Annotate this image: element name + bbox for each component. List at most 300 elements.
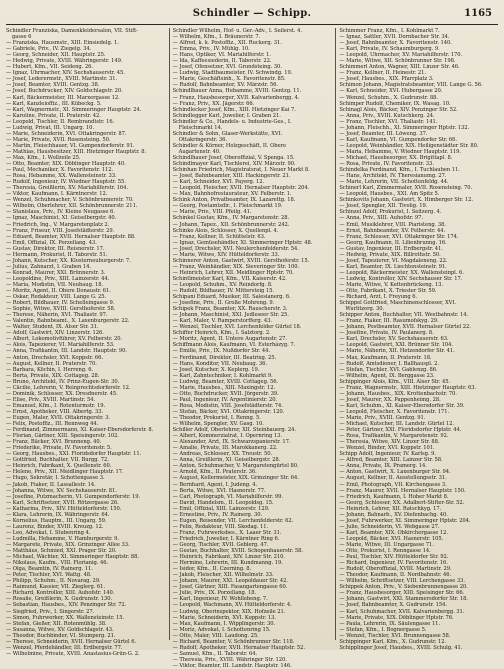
- directory-entry: — Robert, Bildhauer, IV. Schelleingasse 9.: [6, 300, 115, 307]
- directory-entry: — Karl, Maler, V. Ramperstorfferg. 43.: [172, 318, 273, 325]
- directory-entry: — Leopold, Hausbes., XXI. Am Spitz 5.: [339, 191, 440, 198]
- directory-entry: Schindlbauer Anna, Hebamme, XVIII. Gentzg. 11.: [172, 88, 302, 95]
- directory-entry: — Ludwig, Oberinspektor, XIX. Hofzeile 21.: [172, 608, 286, 615]
- directory-entry: — Johann, Maschinist, XXI. Jedleseer Str. 25.: [172, 312, 289, 319]
- directory-entry: Schinkovits Johann, Gastwirt, X. Himberger Str. 12.: [339, 197, 473, 204]
- directory-entry: — Anna, Private, IX. Pramerg. 14.: [339, 463, 427, 470]
- directory-entry: — Franz, Fiaker, III. Rasumofskyg. 29.: [339, 318, 439, 325]
- directory-entry: — Franz, Maurer, XVII. Hernalser Hauptstr. 150.: [339, 487, 466, 494]
- directory-entry: — Rosa, Modistin, VIII. Josefstädterstr. 74.: [172, 402, 283, 409]
- directory-entry: — David, Handelsm., II. Leopoldsg. 15.: [172, 499, 274, 506]
- directory-entry: — Georg, Hausbes., XXI. Floridsdorfer Hauptstr. 11.: [6, 451, 142, 458]
- directory-entry: — Peter, Tischler, XVI. Wattg. 48.: [6, 572, 92, 579]
- directory-entry: Schipper Anton, Buchhalter, VII. Westbahnstr. 14.: [339, 312, 469, 319]
- directory-entry: — Georg, Postamtsdir., I. Fleischmarkt 19.: [172, 203, 283, 210]
- directory-entry: — Paul, Tischler, XIV. Hütteldorfer Str. 92.: [339, 554, 449, 561]
- directory-entry: — Josef, Gärtner, XIII. Fasangartengasse 60.: [172, 584, 288, 591]
- directory-entry: — Karl, Beamter, XIX. Obkirchergasse 12.: [339, 529, 448, 536]
- directory-entry: — Stefan, Gießer, XII. Rotenmühlg. 38.: [6, 620, 107, 627]
- directory-entry: — Samuel, Kfm., II. Taborstr. 64.: [172, 650, 258, 657]
- directory-entry: — Felix, Postoffiz., III. Rennweg 44.: [6, 421, 99, 428]
- directory-entry: — Ludwig, Privat, III. Ungarg. 10.: [6, 124, 94, 131]
- directory-entry: — Emma, Priv., IV. Mühlg. 10.: [172, 46, 250, 53]
- directory-entry: — Heinrich, Lehrer, XII. Meidlinger Hptstr. 70.: [172, 269, 294, 276]
- directory-entry: — Andreas, Schlosser, XX. Treustr. 50.: [172, 451, 273, 458]
- directory-entry: — Franz, Kellner, II. Heinestr. 21.: [339, 70, 426, 77]
- directory-entry: — Anna, Trafikantin, III. Landstr. Hauptstr. 90.: [6, 348, 127, 355]
- directory-entry: — Otto, Buchdrucker, XVII. Jörgerstr. 39.: [172, 390, 279, 397]
- directory-entry: — Wenzel, Schuhmacher, V. Schönbrunnerstr. 70.: [6, 197, 134, 204]
- directory-entry: — Rudolf, Bahnbeamter, XV. Märzstr. 56.: [172, 82, 278, 89]
- directory-entry: — Anton, Schuhmacher, V. Margaretengürtel 80.: [172, 463, 299, 470]
- directory-entry: — Josef, Ofensetzer, XVI. Grundsteing. 30.: [172, 64, 282, 71]
- directory-entry: — Emil, Offizial, XIII. Lainzerstr. 129.: [172, 505, 270, 512]
- directory-entry: — Karl, Schuhmacher, XVII. Kalvarienbergg. 31.: [339, 608, 465, 615]
- directory-entry: — Ignaz, Sattler, XVII. Dornbacher Str. 34.: [339, 34, 450, 41]
- directory-entry: Schiffmann Alois, Kaufmann, VI. Esterházyg. 7.: [172, 342, 296, 349]
- directory-entry: — Karl, Zahntechniker, I. Kohlmarkt 9.: [172, 372, 273, 379]
- directory-entry: — Josef, Bahnbeamter, X. Gudrunstr. 154.: [339, 602, 447, 609]
- directory-entry: — Wenzel, Tischler, XVI. Lerchenfelder Gürtel 18.: [172, 324, 302, 331]
- directory-entry: — Karl, Drechsler, XV. Sechshauserstr. 63.: [339, 336, 449, 343]
- directory-entry: — Rosa, Private, IV. Favoritenstr. 33.: [339, 161, 434, 168]
- directory-entry: — Barbara, Köchin, I. Herreng. 6.: [6, 366, 94, 373]
- directory-entry: — Max, Bahnhofrestaurateur, XV. Felberstr. 1.: [172, 191, 292, 198]
- directory-entry: — Walter, Student, IX. Alser Str. 31.: [6, 324, 99, 331]
- directory-entry: — Susanna, Witwe, XV. Goldschlagstr. 43.: [6, 626, 114, 633]
- directory-entry: — Johann, Bahnarb., XV. Diefenbachg. 40.: [339, 511, 448, 518]
- directory-entry: Augartenstr. 40.: [178, 148, 221, 155]
- directory-entry: — Theodor, Buchbinder, VI. Stumperg. 21.: [6, 632, 116, 639]
- directory-entry: Schinagl Alois, Bäcker, XIV. Penzinger Str. 52.: [339, 106, 458, 113]
- directory-entry: — Rudolf, Ingenieur, IV. Wiedner Hauptstr. 55.: [6, 179, 126, 186]
- directory-entry: — Josefine, Private, IV. Paulanerg. 8.: [339, 330, 434, 337]
- directory-entry: — Wilhelmine, Private, XVIII. Anastasius-Grün-G. 2.: [6, 650, 140, 657]
- directory-entry: Fleischmarkt 14.: [178, 124, 223, 131]
- directory-entry: — Ludwig, Kontrollor, XIV. Sechshauser Str. 17.: [339, 275, 463, 282]
- directory-entry: — Hedwig, Private, XIX. Billrothstr. 50.: [339, 251, 441, 258]
- directory-entry: — Cäcilie, Lehrerin, V. Reinprechtsdorferstr. 12.: [6, 384, 131, 391]
- directory-entry: — Marie, Witwe, XII. Schönbrunner Str. 198.: [339, 58, 456, 65]
- directory-entry: — Rudolf, Amtsdiener, I. Ballhauspl. 2.: [339, 360, 439, 367]
- directory-entry: — Anna, Greißlerin, XI. Geiselbergstr. 28.: [172, 457, 281, 464]
- directory-entry: — Rudolf, Apotheker, XVII. Hernalser Hauptstr. 52.: [172, 644, 305, 651]
- directory-entry: — Albert, Lokomotivführer, XV. Felberstr. 20.: [6, 336, 123, 343]
- directory-entry: — Leopold, Uhrmacher, XV. Mariahilferstr. 170.: [339, 52, 463, 59]
- directory-entry: — Anna, Priv., XIII. Auhofstr. 97.: [339, 215, 424, 222]
- directory-entry: — Gustav, Buchhalter, XVIII. Schopenhauerstr. 58.: [172, 548, 303, 555]
- directory-entry: — Marie, Schneiderin, XVI. Koppstr. 13.: [172, 614, 276, 621]
- directory-entry: — Matthäus, Schmied, XXI. Prager Str. 20.: [6, 548, 117, 555]
- directory-entry: gasse 6: [12, 34, 32, 41]
- directory-entry: — Josef, Lederermstr., XVIII. Martinstr. 31.: [6, 76, 118, 83]
- directory-entry: Schindlhauer Josef, Oberoffizial, V. Spenga. 15.: [172, 154, 295, 161]
- directory-entry: — Ida, Kaffeesiederin, II. Taborstr. 22.: [172, 58, 272, 65]
- directory-entry: — Ludwig, Beamter, XVIII. Cottageg. 56.: [172, 378, 279, 385]
- directory-entry: — Franz, Friseur, VIII. Josefstädterstr. 29.: [6, 227, 115, 234]
- directory-entry: — Josef, Buchdrucker, XIV. Goldschlagstr. 20.: [6, 88, 123, 95]
- directory-entry: — Marie, Schneiderin, XVI. Ottakringerstr. 87.: [6, 130, 127, 137]
- directory-entry: — Marie, Hausbes., XIII. Maxingstr. 12.: [172, 384, 276, 391]
- directory-entry: — Klara, Lehrerin, IX. Währingerstr. 64.: [6, 511, 110, 518]
- directory-entry: — Florian, Gärtner, XIII. Speisingerstr. 102.: [6, 433, 120, 440]
- directory-entry: Schipp Adolf, Ingenieur, IV. Karlsg. 9.: [339, 451, 436, 458]
- directory-entry: — Karl, Wagnermstr., XI. Simmeringer Hauptstr. 24.: [6, 106, 142, 113]
- directory-entry: Schimmerl Anton, Wagner, XIII. Linzer Str. 46.: [339, 64, 460, 71]
- directory-entry: — Otto, Maler, VIII. Laudong. 25.: [172, 632, 259, 639]
- directory-entry: — Gabriele, Priv., IV. Ziegelg. 34.: [6, 46, 92, 53]
- directory-entry: — Josef, Spengler, XII. Tivolig. 19.: [339, 203, 428, 210]
- directory-entry: — Gottfried, Buchhalter, VII. Burgg. 72.: [6, 457, 109, 464]
- directory-entry: — Emil, Offizial, IX. Porzellang. 43.: [6, 239, 97, 246]
- directory-entry: — Josef, Maurer, XX. Pappenheimg. 28.: [339, 396, 441, 403]
- directory-entry: — Isidor, Kfm., II. Czerning. 8.: [172, 566, 252, 573]
- directory-entry: — Josef, Beamter, III. Löweng. 37.: [339, 130, 428, 137]
- directory-entry: — Franz, Priv., XX. Jägerstr. 66.: [172, 100, 255, 107]
- directory-entry: — Oskar, Redakteur, VIII. Lange G. 25.: [6, 294, 107, 301]
- directory-entry: — Theresia, Greißlerin, XV. Mariahilferstr. 164.: [6, 185, 128, 192]
- directory-entry: — Emilie, Priv., IX. Nußdorfer Str. 44.: [172, 348, 271, 355]
- directory-entry: — Franz, Hausbesorger, XIII. Speisinger Str. 66.: [339, 590, 465, 597]
- directory-entry: — Rosalie, Greißlerin, X. Gudrunstr. 130.: [6, 596, 113, 603]
- directory-entry: — Marie, Lehrerin, VII. Schottenfeldg. 44.: [339, 179, 449, 186]
- directory-entry: — Philipp, Schuhm., II. Novarag. 29.: [6, 578, 101, 585]
- header-rule: [6, 24, 498, 25]
- directory-entry: — Hans, Optiker, VI. Mariahilferstr. 1.: [172, 52, 271, 59]
- directory-entry: — Hermine, Lehrerin, III. Kundmanng. 19.: [172, 560, 283, 567]
- directory-entry: — Wilhelm, Spengler, XV. Gasg. 10.: [172, 421, 264, 428]
- directory-entry: Schiller Adolf, Oberlehrer, XII. Steinbauerg. 24.: [172, 427, 296, 434]
- directory-entry: — Johann, Maurer, XXI. Leopoldauer Str. 42.: [172, 578, 288, 585]
- directory-entry: — Franz, Schlosser, XVI. Ottakringer Str. 174.: [339, 233, 459, 240]
- directory-entry: Schipek Franz, Beamter, XX. Rauscherstr. 3.: [172, 306, 288, 313]
- directory-entry: — Karl, Ingenieur, IV. Wohllebeng. 7.: [172, 596, 268, 603]
- directory-entry: — Dominik, Schlosser, XX. Dresdnerstr. 45.: [6, 390, 118, 397]
- directory-entry: Schippek Anton, Priv., V. Siebenbrunnengasse 20.: [339, 584, 468, 591]
- directory-entry: — Johann, Tapez., XII. Schönbrunnerstr. 242.: [172, 221, 290, 228]
- directory-entry: — Karl, Kaufmann, VI. Gumpendorfer Str. 66.: [339, 136, 458, 143]
- directory-entry: — Konrad, Maurer, XXI. Brünnerstr. 3.: [6, 269, 106, 276]
- directory-entry: — Jakob, Fleischer, XII. Wilhelmstr. 33.: [172, 572, 274, 579]
- directory-entry: Schinhan Friedrich, Magistratsrat, I. Neuer Markt 8.: [172, 167, 310, 174]
- directory-entry: — Berta, Private, XIX. Cottageg. 28.: [6, 372, 100, 379]
- directory-entry: — Ignaz, Maschinist, XI. Geiselbergstr. 40.: [6, 215, 117, 222]
- page-number: 1165: [464, 8, 492, 19]
- directory-entry: Wurlitzerg. 30.: [345, 306, 385, 313]
- directory-entry: — Hans, Konditor, VII. Neubaug. 36.: [172, 360, 267, 367]
- directory-entry: — Leopold, Gastwirt, XXI. Brünner Str. 104.: [339, 342, 453, 349]
- directory-entry: — Karl, Private, IV. Schaumburgerg. 9.: [339, 46, 440, 53]
- directory-entry: — Rosa, Hebamme, XX. Wallensteinstr. 33.: [6, 173, 117, 180]
- directory-entry: — Georg, Tischler, XVII. Geblerg. 47.: [172, 541, 269, 548]
- directory-entry: — Arnold, Kfm., II. Praterstr. 36.: [172, 469, 257, 476]
- directory-entry: — Felix, Redakteur, VIII. Skodag. 11.: [172, 523, 269, 530]
- directory-entry: — Michael, Wächter, XI. Simmeringer Hauptstr. 88.: [6, 554, 140, 561]
- directory-entry: Schipplinger Josef, Hausbes., XVIII. Schulg. 41.: [339, 644, 463, 651]
- directory-entry: Schimmer Franz, Kfm., I. Kohlmarkt 7.: [339, 28, 440, 34]
- directory-entry: — Georg, Schlosser, XX. Adalbert-Stifter-Str. 52.: [339, 499, 465, 506]
- directory-entry: — Hermann, Prokurist, II. Taborstr. 51.: [6, 251, 108, 258]
- directory-entry: — Moriz, Advokat, I. Schottenring 15.: [172, 626, 271, 633]
- directory-entry: — Richard, Beamter, V. Schönbrunner Str. 118.: [172, 638, 295, 645]
- directory-entry: — Elise, Priv., XVIII. Martinstr. 54.: [6, 396, 96, 403]
- directory-entry: — Wenzel, Pferdehändler, III. Erdbergstr. 77.: [6, 644, 123, 651]
- directory-entry: — Rosa, Trafikantin, V. Margaretenstr. 92.: [339, 433, 449, 440]
- directory-entry: — Max, Kfm., I. Wollzeile 25.: [6, 154, 81, 161]
- directory-entry: — Bruno, Architekt, IV. Prinz-Eugen-Str. 30.: [6, 378, 120, 385]
- directory-entry: — Ludwig, Stadtbaumeister, IV. Schwindg. 19.: [172, 70, 293, 77]
- directory-entry: — Alfred, k. k. Postoffiz., XII. Ruckerg. 31.: [172, 40, 282, 47]
- directory-entry: — Josef, Bahnbeamter, XIII. Hackingerstr. 21.: [172, 173, 291, 180]
- directory-entry: — Valentin, Bahnbeamt., X. Laxenburgerstr. 22.: [6, 318, 130, 325]
- directory-entry: — Marie, Priv., VIII. Pfeilg. 41.: [172, 209, 252, 216]
- directory-entry: — Josef, Tapezierer, VI. Magdaleneng. 22.: [339, 257, 448, 264]
- directory-entry: — Therese, Schneiderin, XVII. Hernalser Gürtel 6.: [6, 638, 137, 645]
- directory-entry: — Friederike, Private, IV. Favoritenstr. 5.: [6, 445, 112, 452]
- directory-entry: Schiffer Heinrich, Kfm., I. Salztorg. 2.: [172, 330, 271, 337]
- directory-entry: — Paul, Mechaniker, X. Favoritenstr. 112.: [6, 167, 114, 174]
- directory-entry: — Friedrich, Kaufmann, I. Hoher Markt 8.: [339, 493, 449, 500]
- directory-entry: — Hubert, Kfm., VII. Seideng. 26.: [6, 64, 93, 71]
- directory-entry: — Karl, Beamter, IX. Liechtensteinstr. 91.: [339, 263, 447, 270]
- directory-entry: — Ferdinand, Direktor, III. Beatrixg. 25.: [172, 354, 277, 361]
- directory-entry: Schinnerer Anton, Gastwirt, XVIII. Gersthoferstr. 15.: [172, 257, 310, 264]
- directory-entry: — Marie, Witwe, XIV. Hütteldorferstr. 33.: [172, 251, 280, 258]
- directory-entry: — Wilhelm, Kfm., I. Bräunerstr. 7.: [172, 34, 261, 41]
- directory-entry: — Friedrich, Juwelier, I. Kärntner Ring 6.: [172, 535, 280, 542]
- directory-entry: — Johann, Postbeamter, XVII. Hernalser Gürtel 22.: [339, 324, 471, 331]
- columns: [6, 28, 498, 669]
- directory-entry: — Ignaz, Uhrmacher, XIV. Sechshauserstr. 45.: [6, 70, 125, 77]
- directory-entry: — Marie, Näherin, XII. Hetzendorfer Str. 41.: [339, 348, 455, 355]
- directory-entry: — Carl, Photograph, VI. Mariahilferstr. 99.: [172, 493, 283, 500]
- directory-entry: — Karl, Bäckermeister, III. Marxergasse 12.: [6, 94, 120, 101]
- directory-entry: — Franziska, Hausmstr., XIII. Einsiedelg. 1.: [6, 40, 119, 47]
- directory-entry: — Leo, Advokat, I. Stubenring 4.: [6, 529, 91, 536]
- directory-entry: — Peter, Gärtner, XXI. Floridsdorfer Hptstr. 44.: [339, 427, 462, 434]
- directory-entry: — Max, Kaufmann, II. Praterstr. 18.: [339, 354, 432, 361]
- directory-entry: — Eduard, Beamter, XVII. Hernalser Hauptstr. 88.: [6, 233, 136, 240]
- directory-entry: — Anton, Drechsler, XVI. Koppstr. 66.: [6, 354, 103, 361]
- directory-entry: Schippinger Karl, Kfm., X. Gudrunstr. 12.: [339, 638, 447, 645]
- directory-entry: — Berta, Witwe, XVI. Hasnerstr. 77.: [172, 487, 266, 494]
- directory-entry: Schindlecker Josef, Kfm., XIII. Hietzinger Kai 7.: [172, 106, 296, 113]
- directory-entry: Schindlmayer Karl, Tischlerei, XIV. Märzstr. 90.: [172, 161, 296, 168]
- directory-entry: — August, Kellner, II. Ausstellungsstr. 31.: [339, 475, 447, 482]
- directory-entry: — Heinrich, Fabrikant, X. Quellenstr. 60.: [6, 463, 112, 470]
- directory-entry: — Stefan, Tischler, XVI. Gablenzg. 86.: [339, 366, 438, 373]
- directory-entry: — Theodor, Prokurist, I. Renng. 5.: [172, 415, 261, 421]
- directory-entry: — Alfred, Beamter, XIII. Lainzer Str. 58.: [339, 457, 443, 464]
- page-header: [0, 8, 504, 24]
- directory-entry: — Josef, Kutscher, X. Keplerg. 19.: [172, 366, 260, 373]
- directory-entry: Ottakringerstr. 36.: [178, 136, 227, 143]
- directory-entry: — Eugen, Maler, XVII. Ottakringerstr. 3.: [6, 415, 111, 421]
- directory-entry: — Michael, Kutscher, III. Landstr. Gürtel 12.: [339, 421, 454, 428]
- directory-entry: — Simon, Fuhrwerker, XX. Wallensteinstr. 15.: [6, 614, 125, 621]
- directory-entry: — Georg, Schneider, XII. Hauptstr. 25.: [6, 52, 106, 59]
- directory-entry: — Leopold, Wachmann, XV. Hütteldorferstr. 4.: [172, 602, 292, 609]
- directory-entry: — Amalie, Private, III. Marokkanerg. 22.: [172, 445, 278, 452]
- directory-entry: Schimper Rudolf, Chemiker, IX. Wasag. 10.: [339, 100, 451, 107]
- directory-entry: Schink Anton, Privatbeamter, IX. Lazarettg. 18.: [172, 197, 296, 204]
- directory-entry: — Moritz, Agent, II. Untere Augartenstr. 27.: [172, 336, 287, 343]
- directory-entry: — Paul, Ingenieur, IV. Argentinierstr. 20.: [172, 396, 278, 403]
- column-2: [169, 28, 332, 669]
- directory-entry: — Julie, Schneiderin, VI. Webgasse 27.: [339, 523, 440, 530]
- directory-entry: — Wenzel, Binder, XVI. Koppstr. 101.: [339, 445, 435, 452]
- directory-entry: — Ernst, Apotheker, VIII. Albertg. 33.: [6, 408, 104, 415]
- directory-entry: — Franz, Hausbesorger, XVII. Kalvarienbergg. 4.: [172, 94, 300, 101]
- directory-entry: — Jakob, Fiaker, II. Lassallestr. 14.: [6, 481, 96, 488]
- directory-entry: — Stanislaus, Priv., IV. Kleine Neugasse 6.: [6, 209, 115, 216]
- directory-entry: — Anton, Gastwirt, X. Laxenburger Str. 94.: [339, 469, 451, 476]
- directory-entry: — Sophie, Witwe, XVIII. Gersthoferstr. 58.: [6, 306, 116, 313]
- directory-entry: — Otto, Prokurist, I. Renngasse 14.: [339, 548, 431, 555]
- directory-entry: — Gustav, Direktor, III. Reisnerstr. 17.: [6, 245, 105, 252]
- directory-entry: — Michael, Hausbesorger, XX. Brigittapl. 8.: [339, 154, 453, 161]
- directory-entry: Schindler Wilhelm, Hof- u. Ger.-Adv., I. Seilerst. 4.: [172, 28, 302, 34]
- directory-entry: — Wenzel, Tischler, XVI. Brunnengasse 58.: [339, 632, 451, 639]
- directory-entry: Schipani Eduard, Musiker, III. Salesianerg. 6.: [172, 294, 291, 301]
- directory-entry: — Gustav, Ingenieur, III. Erdbergstr. 41.: [339, 245, 443, 252]
- directory-entry: — Leopold, Fleischer, XVII. Hernalser Hauptstr. 204.: [172, 185, 310, 192]
- directory-entry: — Emanuel, Kfm., I. Rotenturmstr. 19.: [6, 402, 106, 409]
- directory-entry: — Emil, Musiklehrer, VIII. Piaristeng. 38.: [339, 221, 446, 228]
- directory-entry: — Ignaz, Gemüsehändler, XI. Simmeringer Hptstr. 48.: [172, 239, 313, 246]
- directory-entry: — Marie, Geschäftsinh., X. Favoritenstr. 85.: [172, 76, 286, 83]
- directory-entry: — Julie, Priv., IX. Porzellang. 18.: [172, 590, 257, 597]
- directory-entry: — Franz, Bäcker, XVI. Brunneng. 40.: [6, 439, 102, 446]
- directory-entry: — Margarete, Private, XIX. Grinzinger Allee 33.: [6, 541, 130, 548]
- directory-entry: — Richard, Kontrollor, XIII. Auhofstr. 140.: [6, 590, 115, 597]
- directory-entry: Schindelka Ferdinand, Kfm., I. Tuchlauben 11.: [339, 167, 460, 174]
- directory-entry: — Ferdinand, Zimmermann, XI. Kaiser-Ebersdorferstr. 8.: [6, 427, 154, 434]
- directory-entry: — Rudolf, Bildhauer, IV. Mittersteig 15.: [172, 288, 274, 295]
- directory-entry: Schimon Johann, Magistratsbeamter, VIII. Lange G. 56.: [339, 82, 483, 89]
- directory-entry: — Leopold, Fleischer, X. Favoritenstr. 171.: [339, 408, 450, 415]
- directory-entry: — Josef, Hausbes., XIX. Pfarrplatz 3.: [339, 76, 434, 83]
- directory-entry: — Ludmilla, Hebamme, V. Hamburgerstr. 9.: [6, 535, 120, 542]
- directory-entry: — Rudolf, Oberoffizial, XVIII. Martinstr. 29.: [339, 566, 452, 573]
- directory-entry: — Nikolaus, Kaufm., VIII. Florianig. 46.: [6, 560, 109, 567]
- column-3: [335, 28, 498, 651]
- directory-entry: — Leopold, Bäcker, XVI. Hasnerstr. 105.: [339, 535, 444, 542]
- directory-entry: — Johanna, Witwe, XV. Sechshauserstr. 81.: [6, 487, 117, 494]
- directory-entry: — Maria, Modistin, VII. Neubaug. 18.: [6, 281, 104, 288]
- directory-entry: Schinko Alois, Schlosser, X. Quellenpl. 4.: [172, 227, 279, 234]
- directory-entry: — Raimund, Kassier, VII. Zieglerg. 61.: [6, 584, 106, 591]
- directory-entry: — Max, Kaufmann, I. Wipplingerstr. 30.: [172, 620, 276, 627]
- directory-entry: — Stefan, Kfm., I. Bognergasse 5.: [339, 626, 427, 633]
- directory-entry: Schinzel Adolf, Prokurist, I. Seitzerg. 4.: [339, 209, 442, 216]
- directory-entry: — Siegfried, Priv., I. Singerstr. 27.: [6, 608, 95, 615]
- directory-entry: Schinerl Karl, Zimmermaler, XVII. Rosensteing. 70.: [339, 185, 473, 192]
- directory-entry: — Bernhard, Agent, I. Judeng. 4.: [172, 481, 258, 488]
- running-head: Schindler — Schipp.: [192, 8, 312, 19]
- directory-entry: — Helene, Priv., XII. Meidlinger Hauptstr. 17.: [6, 469, 124, 476]
- directory-entry: — Leopold, Schuhm., XV. Reindorfg. 8.: [172, 281, 273, 288]
- directory-entry: — Heinrich, Fabrikant, XIV. Linzer Str. 210.: [172, 554, 285, 561]
- directory-entry: — August, Kellner, II. Praterstr. 70.: [6, 360, 97, 367]
- directory-entry: — Karl, Schuhm., XI. Kaiser-Ebersdorfer Str. 39.: [339, 402, 465, 409]
- directory-entry: Schindler & Sohn, Glaser-Werkstätte, XVI.: [172, 130, 283, 137]
- directory-entry: — Adolf, Gastwirt, XIV. Linzerstr. 126.: [6, 330, 104, 337]
- directory-entry: — Karl, Schneider, XVI. Hubergasse 20.: [339, 88, 443, 95]
- directory-entry: — Karl, Schriftsetzer, XVII. Rötzergasse 26.: [6, 499, 119, 506]
- directory-entry: — Leopold, Weinhändler, XIX. Heiligenstädter Str. 80.: [339, 142, 479, 149]
- directory-entry: — Franz, Wagnermstr., XIII. Hietzinger Hauptstr. 63.: [339, 384, 477, 391]
- directory-entry: — Wenzel, Schuhm., X. Gudrunstr. 88.: [339, 94, 438, 101]
- directory-entry: — Theresia, Witwe, XIV. Linzer Str. 88.: [339, 439, 440, 446]
- directory-entry: Schindler Franziska, Damenkleidersalon, VII. Stift-: [6, 28, 138, 34]
- directory-entry: — Mathias, Hausbesitzer, XIII. Hietzinger Hauptstr. 8.: [6, 148, 147, 155]
- directory-entry: — Therese, Näherin, XVI. Thaliastr. 97.: [6, 312, 108, 319]
- directory-entry: — Friedrich, Ing., V. Margaretenplatz 2.: [6, 221, 110, 228]
- directory-entry: — Josef, Drechsler, XVI. Neulerchenfelderstr. 54.: [172, 245, 299, 252]
- directory-entry: — Marie, Witwe, V. Kettenbrückeng. 13.: [339, 281, 443, 288]
- directory-entry: — Franz, Fuhrwerksbes., X. Laaer Str. 31.: [172, 529, 282, 536]
- directory-entry: — Kornelius, Hauptm., III. Ungarg. 59.: [6, 517, 107, 524]
- directory-entry: — Johann, Hausbes., XIX. Krottenbachstr. 70.: [339, 390, 457, 397]
- directory-entry: — Paula, Lehrerin, IX. Säulengasse 11.: [339, 620, 441, 627]
- directory-entry: — Albert, Kommerzialrat, I. Opernring 13.: [172, 433, 282, 440]
- directory-entry: — Leopold, Tischler, II. Rembrandtstr. 16.: [6, 118, 115, 125]
- directory-entry: Schintlmeister Karl, Kfm., VII. Kaiserstr. 42.: [172, 275, 287, 282]
- directory-entry: — Johann, Kutscher, XX. Klosterneuburgerstr. 7.: [6, 257, 131, 264]
- directory-entry: — Franz, Tischler, XVI. Thaliastr. 141.: [339, 118, 438, 125]
- directory-entry: — Marie, Private, XIX. Döblinger Hptstr. 76.: [339, 614, 454, 621]
- directory-entry: — Karl, Schneider, XVI. Payerg. 12.: [172, 179, 265, 186]
- directory-entry: — Julius, Zahnarzt, I. Graben 14.: [6, 263, 91, 270]
- directory-entry: Schippinger Alois, Kfm., VIII. Alser Str. 45.: [339, 378, 451, 385]
- directory-entry: — Josef, Beamter, XVIII. Gentzg. 38.: [6, 82, 100, 89]
- directory-entry: — Wilhelm, Schriftsetzer, VIII. Lerchengasse 33.: [339, 578, 465, 585]
- directory-entry: — Josef, Fuhrwerker, XI. Simmeringer Hptstr. 204.: [339, 517, 471, 524]
- directory-entry: — Theresia, Priv., XVIII. Währinger Str. 120.: [172, 656, 287, 663]
- directory-entry: — Marie, Private, XVII. Rosensteing. 50.: [6, 136, 111, 143]
- directory-entry: — Otto, Fabrikant, X. Triester Str. 59.: [339, 288, 437, 295]
- directory-entry: — Richard, Ingenieur, IV. Favoritenstr. 16.: [339, 560, 448, 567]
- directory-entry: — Wilhelm, Agent, IX. Berggasse 23.: [339, 372, 435, 379]
- directory-entry: — Leopoldine, Priv., XIII. Lainzerstr. 44.: [6, 275, 110, 282]
- directory-entry: — Johann, Gastwirt, XXI. Stammersdorfer Str. 18.: [339, 596, 468, 603]
- directory-entry: — Ernestine, Priv., IV. Rainerg. 30.: [172, 511, 263, 518]
- directory-entry: — Josefine, Priv., II. Große Mohreng. 9.: [172, 300, 275, 307]
- directory-entry: — Stefan, Bäcker, XVI. Ottakringerstr. 120.: [172, 408, 285, 415]
- directory-entry: — Viktor, Kaufmann, I. Kärntnerstr. 12.: [6, 191, 108, 198]
- directory-entry: — Karl, Kanzleioffiz., III. Kübeckg. 5.: [6, 100, 102, 107]
- directory-entry: Schindlegger Karl, Juwelier, I. Graben 21.: [172, 112, 281, 119]
- directory-entry: — Eugen, Reisender, VII. Lerchenfelderstr. 62.: [172, 517, 294, 524]
- directory-entry: — Marie, Witwe, III. Ungargasse 71.: [339, 541, 434, 548]
- directory-entry: — Katharina, Priv., XIV. Hütteldorferstr. 150.: [6, 505, 122, 512]
- directory-entry: — Karoline, Private, II. Praterstr. 42.: [6, 112, 101, 119]
- directory-entry: — Theodor, Kaufmann, II. Nordbahnstr. 46.: [339, 572, 452, 579]
- directory-entry: — Olga, Beamtin, IV. Rainerg. 11.: [6, 566, 93, 573]
- directory-entry: Schindler & Co., Handels- u. Industrie-Ges., I.: [172, 118, 292, 125]
- directory-entry: — Hugo, Sekretär, I. Schottengasse 3.: [6, 475, 105, 482]
- directory-entry: — Marie, Priv., XVIII. Gentzg. 91.: [339, 415, 426, 421]
- directory-entry: — Emil, Photograph, VII. Kirchengasse 3.: [339, 481, 447, 488]
- directory-entry: — Alexander, Arzt, IX. Schwarzspanierstr. 17.: [172, 439, 291, 446]
- directory-entry: — Otto, Beamter, XIX. Döblinger Hauptstr. 40.: [6, 161, 126, 168]
- directory-entry: — Heinrich, Lehrer, XII. Ratschkyg. 17.: [339, 505, 442, 512]
- directory-entry: — Moritz, Agent, II. Obere Donaustr. 61.: [6, 288, 111, 295]
- directory-entry: Schippel Gottfried, Maschinenschlosser, XVI.: [339, 300, 456, 307]
- directory-entry: — Anna, Priv., XVIII. Kutschkerg. 24.: [339, 112, 435, 119]
- directory-entry: — Wilhelm, Oberlehrer, XII. Schönbrunnerstr. 211.: [6, 203, 138, 210]
